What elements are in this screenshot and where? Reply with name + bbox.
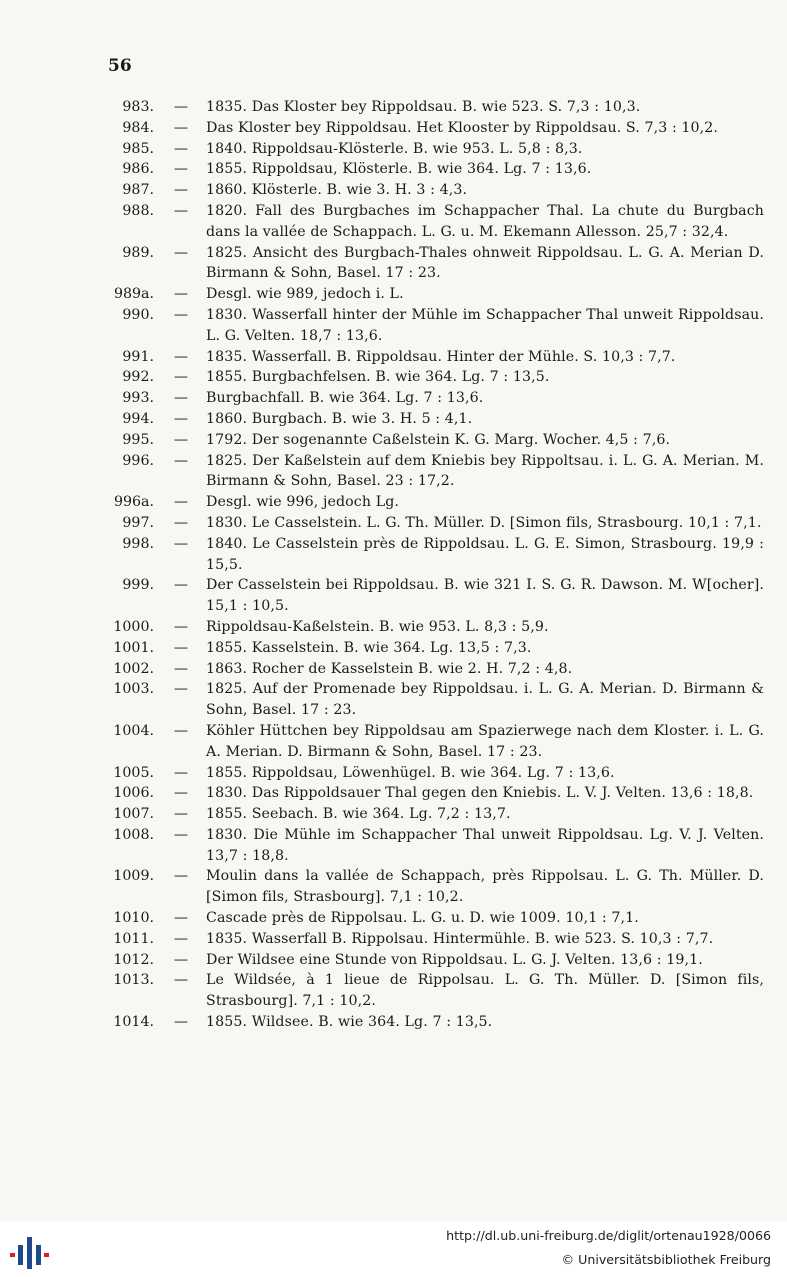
entry-number: 1001. bbox=[113, 639, 154, 656]
catalog-entry bbox=[0, 451, 787, 493]
entry-number: 984. bbox=[122, 119, 154, 136]
entry-description: 1835. Wasserfall B. Rippolsau. Hintermühle. B. wie 523. S. 10,3 : 7,7. bbox=[206, 930, 714, 947]
entry-number: 1006. bbox=[113, 785, 154, 802]
catalog-entry bbox=[0, 388, 787, 409]
catalog-entry bbox=[0, 783, 787, 804]
catalog-entry bbox=[0, 430, 787, 451]
catalog-entry-list bbox=[0, 97, 787, 1033]
entry-dash: — bbox=[173, 494, 189, 511]
entry-number: 1009. bbox=[113, 868, 154, 885]
entry-description: 1860. Burgbach. B. wie 3. H. 5 : 4,1. bbox=[206, 410, 473, 427]
entry-dash: — bbox=[173, 806, 189, 823]
entry-dash: — bbox=[173, 764, 189, 781]
entry-number: 996a. bbox=[113, 494, 154, 511]
entry-dash: — bbox=[173, 390, 189, 407]
catalog-entry bbox=[0, 201, 787, 243]
catalog-entry bbox=[0, 721, 787, 763]
entry-number: 999. bbox=[122, 577, 154, 594]
entry-dash: — bbox=[173, 951, 189, 968]
entry-dash: — bbox=[173, 369, 189, 386]
entry-description: 1835. Das Kloster bey Rippoldsau. B. wie 523. S. 7,3 : 10,3. bbox=[206, 99, 641, 115]
entry-number: 995. bbox=[122, 431, 154, 448]
entry-dash: — bbox=[173, 722, 189, 739]
entry-dash: — bbox=[173, 140, 189, 157]
entry-number: 986. bbox=[122, 161, 154, 178]
entry-dash: — bbox=[173, 410, 189, 427]
entry-dash: — bbox=[173, 535, 189, 552]
entry-description: 1855. Seebach. B. wie 364. Lg. 7,2 : 13,7. bbox=[206, 806, 511, 823]
catalog-entry bbox=[0, 1012, 787, 1033]
catalog-entry bbox=[0, 929, 787, 950]
entry-number: 987. bbox=[122, 182, 154, 199]
entry-description: Burgbachfall. B. wie 364. Lg. 7 : 13,6. bbox=[206, 390, 484, 407]
entry-description: Desgl. wie 996, jedoch Lg. bbox=[206, 494, 400, 511]
entry-dash: — bbox=[173, 99, 189, 115]
catalog-entry bbox=[0, 492, 787, 513]
entry-dash: — bbox=[173, 431, 189, 448]
entry-number: 990. bbox=[122, 306, 154, 323]
entry-dash: — bbox=[173, 577, 189, 594]
entry-dash: — bbox=[173, 452, 189, 469]
entry-dash: — bbox=[173, 514, 189, 531]
entry-description: 1820. Fall des Burgbaches im Schappacher Thal. La chute du Burgbach dans la vallée de Schappach. L. G. u. M. Ekemann Allesson. 25,7 : 32,4. bbox=[206, 202, 764, 240]
catalog-entry bbox=[0, 159, 787, 180]
entry-description: Le Wildsée, à 1 lieue de Rippolsau. L. G. Th. Müller. D. [Simon fils, Strasbourg]. 7,1 : 10,2. bbox=[206, 972, 764, 1010]
page-number: 56 bbox=[108, 56, 132, 76]
entry-number: 989a. bbox=[113, 286, 154, 303]
catalog-entry bbox=[0, 284, 787, 305]
permalink-url[interactable]: http://dl.ub.uni-freiburg.de/diglit/ortenau1928/0066 bbox=[446, 1228, 771, 1243]
entry-dash: — bbox=[173, 910, 189, 927]
catalog-entry bbox=[0, 659, 787, 680]
entry-description: 1830. Das Rippoldsauer Thal gegen den Kniebis. L. V. J. Velten. 13,6 : 18,8. bbox=[206, 785, 754, 802]
entry-description: Das Kloster bey Rippoldsau. Het Klooster by Rippoldsau. S. 7,3 : 10,2. bbox=[206, 119, 719, 136]
entry-number: 1000. bbox=[113, 618, 154, 635]
entry-number: 985. bbox=[122, 140, 154, 157]
catalog-entry bbox=[0, 97, 787, 118]
entry-dash: — bbox=[173, 868, 189, 885]
entry-dash: — bbox=[173, 660, 189, 677]
entry-description: Cascade près de Rippolsau. L. G. u. D. wie 1009. 10,1 : 7,1. bbox=[206, 910, 639, 927]
entry-dash: — bbox=[173, 161, 189, 178]
entry-description: 1855. Burgbachfelsen. B. wie 364. Lg. 7 : 13,5. bbox=[206, 369, 550, 386]
catalog-entry bbox=[0, 534, 787, 576]
catalog-entry bbox=[0, 118, 787, 139]
entry-description: 1855. Rippoldsau, Klösterle. B. wie 364. Lg. 7 : 13,6. bbox=[206, 161, 592, 178]
entry-number: 988. bbox=[122, 202, 154, 219]
entry-number: 991. bbox=[122, 348, 154, 365]
catalog-entry bbox=[0, 638, 787, 659]
catalog-entry bbox=[0, 139, 787, 160]
entry-dash: — bbox=[173, 119, 189, 136]
entry-dash: — bbox=[173, 681, 189, 698]
catalog-entry bbox=[0, 180, 787, 201]
catalog-entry bbox=[0, 575, 787, 617]
entry-number: 1011. bbox=[113, 930, 154, 947]
entry-number: 992. bbox=[122, 369, 154, 386]
catalog-entry bbox=[0, 367, 787, 388]
catalog-entry bbox=[0, 970, 787, 1012]
catalog-entry bbox=[0, 763, 787, 784]
entry-number: 1003. bbox=[113, 681, 154, 698]
entry-dash: — bbox=[173, 1014, 189, 1031]
entry-description: 1825. Der Kaßelstein auf dem Kniebis bey Rippoltsau. i. L. G. A. Merian. M. Birmann & Sohn, Basel. 23 : 17,2. bbox=[206, 452, 764, 490]
entry-description: Desgl. wie 989, jedoch i. L. bbox=[206, 286, 404, 303]
catalog-entry bbox=[0, 679, 787, 721]
entry-number: 1008. bbox=[113, 826, 154, 843]
entry-dash: — bbox=[173, 182, 189, 199]
catalog-entry bbox=[0, 243, 787, 285]
entry-dash: — bbox=[173, 286, 189, 303]
entry-number: 997. bbox=[122, 514, 154, 531]
entry-number: 996. bbox=[122, 452, 154, 469]
entry-dash: — bbox=[173, 348, 189, 365]
catalog-entry bbox=[0, 825, 787, 867]
entry-description: 1840. Rippoldsau-Klösterle. B. wie 953. L. 5,8 : 8,3. bbox=[206, 140, 583, 157]
entry-number: 1012. bbox=[113, 951, 154, 968]
catalog-entry bbox=[0, 908, 787, 929]
entry-description: Moulin dans la vallée de Schappach, près Rippolsau. L. G. Th. Müller. D. [Simon fils, Strasbourg]. 7,1 : 10,2. bbox=[206, 868, 764, 906]
entry-dash: — bbox=[173, 930, 189, 947]
entry-number: 1005. bbox=[113, 764, 154, 781]
entry-description: 1830. Die Mühle im Schappacher Thal unweit Rippoldsau. Lg. V. J. Velten. 13,7 : 18,8. bbox=[206, 826, 764, 864]
entry-dash: — bbox=[173, 202, 189, 219]
catalog-entry bbox=[0, 617, 787, 638]
entry-description: Köhler Hüttchen bey Rippoldsau am Spazierwege nach dem Kloster. i. L. G. A. Merian. D. Birmann & Sohn, Basel. 17 : 23. bbox=[206, 722, 764, 760]
entry-description: 1855. Kasselstein. B. wie 364. Lg. 13,5 : 7,3. bbox=[206, 639, 532, 656]
entry-number: 1014. bbox=[113, 1014, 154, 1031]
entry-dash: — bbox=[173, 972, 189, 989]
entry-description: Der Casselstein bei Rippoldsau. B. wie 321 I. S. G. R. Dawson. M. W[ocher]. 15,1 : 10,5. bbox=[206, 577, 764, 615]
viewer-footer bbox=[0, 1221, 787, 1277]
catalog-entry bbox=[0, 347, 787, 368]
catalog-entry bbox=[0, 305, 787, 347]
entry-description: 1825. Auf der Promenade bey Rippoldsau. i. L. G. A. Merian. D. Birmann & Sohn, Basel. 17 : 23. bbox=[206, 681, 764, 719]
entry-description: Der Wildsee eine Stunde von Rippoldsau. L. G. J. Velten. 13,6 : 19,1. bbox=[206, 951, 703, 968]
entry-description: 1863. Rocher de Kasselstein B. wie 2. H. 7,2 : 4,8. bbox=[206, 660, 573, 677]
entry-number: 1004. bbox=[113, 722, 154, 739]
catalog-entry bbox=[0, 804, 787, 825]
entry-description: 1830. Wasserfall hinter der Mühle im Schappacher Thal unweit Rippoldsau. L. G. Velten. 18,7 : 13,6. bbox=[206, 306, 764, 344]
entry-dash: — bbox=[173, 306, 189, 323]
copyright-notice: © Universitätsbibliothek Freiburg bbox=[561, 1252, 771, 1267]
entry-description: 1855. Wildsee. B. wie 364. Lg. 7 : 13,5. bbox=[206, 1014, 493, 1031]
catalog-entry bbox=[0, 950, 787, 971]
catalog-entry bbox=[0, 866, 787, 908]
entry-dash: — bbox=[173, 826, 189, 843]
entry-description: 1830. Le Casselstein. L. G. Th. Müller. D. [Simon fils, Strasbourg. 10,1 : 7,1. bbox=[206, 514, 762, 531]
entry-description: Rippoldsau-Kaßelstein. B. wie 953. L. 8,3 : 5,9. bbox=[206, 618, 549, 635]
entry-number: 989. bbox=[122, 244, 154, 261]
entry-number: 993. bbox=[122, 390, 154, 407]
entry-number: 1013. bbox=[113, 972, 154, 989]
entry-description: 1835. Wasserfall. B. Rippoldsau. Hinter der Mühle. S. 10,3 : 7,7. bbox=[206, 348, 676, 365]
entry-number: 983. bbox=[122, 99, 154, 115]
entry-dash: — bbox=[173, 785, 189, 802]
entry-description: 1792. Der sogenannte Caßelstein K. G. Marg. Wocher. 4,5 : 7,6. bbox=[206, 431, 671, 448]
entry-description: 1860. Klösterle. B. wie 3. H. 3 : 4,3. bbox=[206, 182, 468, 199]
catalog-entry bbox=[0, 409, 787, 430]
entry-number: 1007. bbox=[113, 806, 154, 823]
catalog-entry bbox=[0, 513, 787, 534]
entry-number: 994. bbox=[122, 410, 154, 427]
entry-number: 998. bbox=[122, 535, 154, 552]
entry-dash: — bbox=[173, 618, 189, 635]
entry-dash: — bbox=[173, 244, 189, 261]
entry-description: 1840. Le Casselstein près de Rippoldsau. L. G. E. Simon, Strasbourg. 19,9 : 15,5. bbox=[206, 535, 764, 573]
entry-number: 1010. bbox=[113, 910, 154, 927]
ub-freiburg-logo-icon bbox=[10, 1231, 50, 1269]
entry-dash: — bbox=[173, 639, 189, 656]
entry-description: 1855. Rippoldsau, Löwenhügel. B. wie 364. Lg. 7 : 13,6. bbox=[206, 764, 615, 781]
entry-number: 1002. bbox=[113, 660, 154, 677]
entry-description: 1825. Ansicht des Burgbach-Thales ohnweit Rippoldsau. L. G. A. Merian D. Birmann & Sohn, Basel. 17 : 23. bbox=[206, 244, 764, 282]
